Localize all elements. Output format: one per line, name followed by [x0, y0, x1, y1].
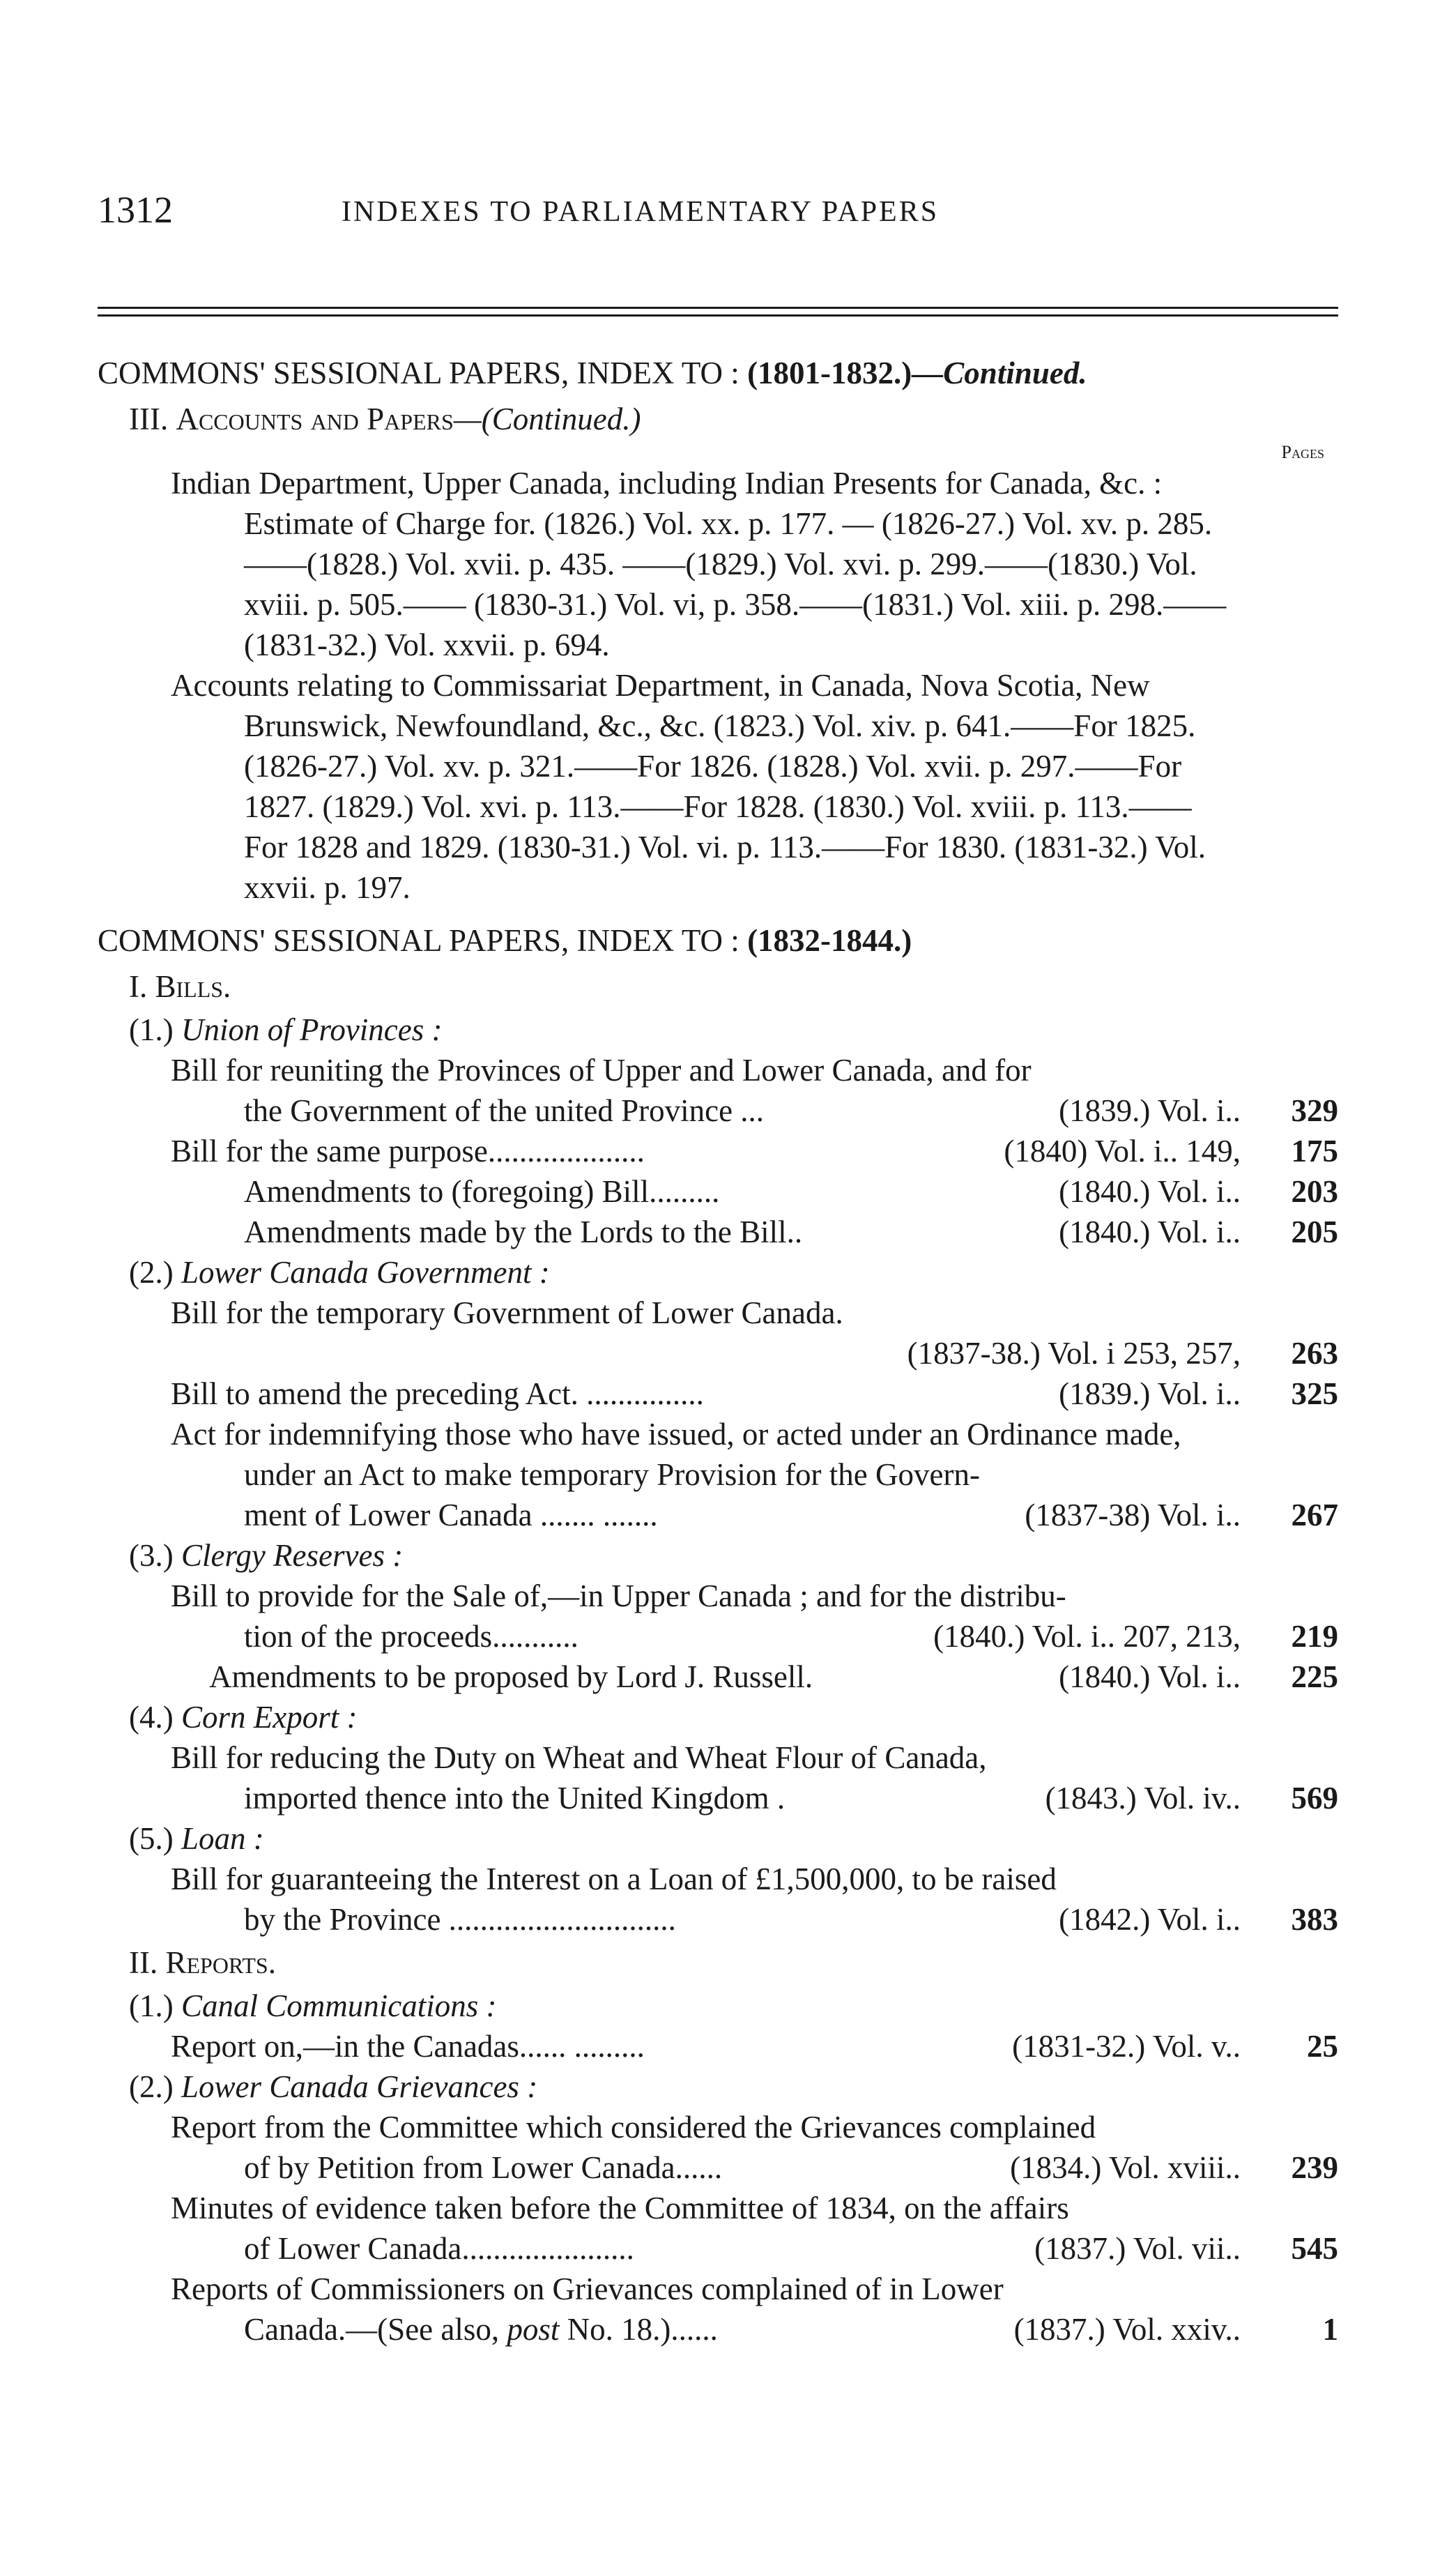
index-entry — [98, 1778, 1338, 1818]
entry-line — [98, 1050, 1338, 1090]
category-heading-accounts — [98, 396, 1338, 442]
section-heading-1801 — [98, 350, 1338, 396]
sub-number: (4.) — [129, 1700, 174, 1735]
index-entry — [98, 2026, 1338, 2067]
entry-page: 267 — [1291, 1498, 1338, 1532]
entry-text: Amendments made by the Lords to the Bill.. — [244, 1215, 803, 1249]
entry-reference: (1843.) Vol. iv.. — [1045, 1781, 1241, 1816]
sub-number: (5.) — [129, 1821, 174, 1856]
category-heading-reports — [98, 1940, 1338, 1986]
entry-text: by the Province ............................. — [244, 1902, 676, 1937]
entry-page: 239 — [1291, 2150, 1338, 2185]
sub-number: (1.) — [129, 1988, 174, 2023]
sub-number: (2.) — [129, 1255, 174, 1290]
entry-page: 263 — [1291, 1336, 1338, 1371]
sub-title: Lower Canada Grievances : — [181, 2069, 538, 2104]
page-number: 1312 — [98, 189, 173, 231]
pages-column-label: Pages — [1281, 442, 1324, 462]
entry-reference: (1837-38.) Vol. i 253, 257, — [907, 1336, 1241, 1371]
entry-page: 219 — [1291, 1619, 1338, 1654]
entry-text: Reports of Commissioners on Grievances complained of in Lower — [171, 2271, 1004, 2306]
index-entry — [98, 1373, 1338, 1414]
sub-number: (3.) — [129, 1538, 174, 1573]
entry-text: of Lower Canada...................... — [244, 2231, 634, 2266]
entry-reference: (1842.) Vol. i.. — [1059, 1902, 1241, 1937]
category-number: III. — [129, 402, 169, 436]
entry-page: 545 — [1291, 2231, 1338, 2266]
subheading-lower-canada-grievances — [98, 2067, 1338, 2107]
running-header — [98, 188, 1338, 237]
entry-reference: (1839.) Vol. i.. — [1059, 1093, 1241, 1128]
entry-text-part: No. 18.)...... — [559, 2312, 718, 2347]
entry-text: Bill for reducing the Duty on Wheat and Wheat Flour of Canada, — [171, 1740, 987, 1775]
category-heading-bills — [98, 964, 1338, 1010]
entry-text: Bill for guaranteeing the Interest on a Loan of £1,500,000, to be raised — [171, 1862, 1057, 1896]
entry-text: Bill for the same purpose.................... — [171, 1134, 645, 1169]
sub-title: Corn Export : — [181, 1700, 358, 1735]
sub-title: Loan : — [181, 1821, 264, 1856]
index-entry — [98, 1212, 1338, 1252]
index-entry — [98, 1090, 1338, 1131]
entry-line — [98, 1293, 1338, 1333]
subheading-clergy-reserves — [98, 1535, 1338, 1576]
entry-indian-department: Indian Department, Upper Canada, including Indian Presents for Canada, &c. : Estimate of Charge for. (1826.) Vol. xx. p. 177. — (1826-27.) Vol. xv. p. 285.——(1828.) Vol. xvii. p. 435. ——(1829.) Vol. xvi. p. 299.——(1830.) Vol. xviii. p. 505.—— (1830-31.) Vol. vi, p. 358.——(1831.) Vol. xiii. p. 298.—— (1831-32.) Vol. xxvii. p. 694. — [171, 466, 1227, 662]
index-entry — [98, 1616, 1338, 1657]
entry-text: Bill for the temporary Government of Lower Canada. — [171, 1295, 843, 1330]
entry-text: Report on,—in the Canadas...... ......... — [171, 2029, 645, 2064]
index-entry — [98, 1657, 1338, 1697]
entry-reference: (1837-38) Vol. i.. — [1025, 1498, 1241, 1532]
entry-reference: (1840.) Vol. i.. — [1059, 1215, 1241, 1249]
index-entry — [98, 1899, 1338, 1940]
entry-page: 329 — [1291, 1093, 1338, 1128]
entry-text: imported thence into the United Kingdom . — [244, 1781, 786, 1816]
section-title: COMMONS' SESSIONAL PAPERS, INDEX TO : — [98, 356, 740, 390]
entry-text: Bill to amend the preceding Act. ............... — [171, 1376, 704, 1411]
entry-reference: (1840.) Vol. i.. — [1059, 1659, 1241, 1694]
category-title: Accounts and Papers — [176, 402, 454, 436]
entry-line — [98, 1859, 1338, 1899]
index-entry — [98, 2147, 1338, 2188]
entry-line — [98, 2269, 1338, 2309]
entry-commissariat-accounts: Accounts relating to Commissariat Department, in Canada, Nova Scotia, New Brunswick, Newfoundland, &c., &c. (1823.) Vol. xiv. p. 641.——For 1825. (1826-27.) Vol. xv. p. 321.——For 1826. (1828.) Vol. xvii. p. 297.——For 1827. (1829.) Vol. xvi. p. 113.——For 1828. (1830.) Vol. xviii. p. 113.——For 1828 and 1829. (1830-31.) Vol. vi. p. 113.——For 1830. (1831-32.) Vol. xxvii. p. 197. — [171, 668, 1206, 905]
entry-text: Bill to provide for the Sale of,—in Upper Canada ; and for the distribu- — [171, 1578, 1066, 1613]
entry-page: 1 — [1322, 2312, 1338, 2347]
category-continued: —(Continued.) — [453, 402, 641, 436]
sub-number: (2.) — [129, 2069, 174, 2104]
continued-label: —Continued. — [912, 356, 1087, 390]
subheading-corn-export — [98, 1697, 1338, 1737]
sub-title: Union of Provinces : — [181, 1012, 443, 1047]
index-page — [98, 188, 1338, 2350]
entry-reference: (1837.) Vol. xxiv.. — [1013, 2312, 1241, 2347]
entry-text-italic: post — [507, 2312, 560, 2347]
entry-text — [98, 2309, 948, 2350]
entry-text: Minutes of evidence taken before the Committee of 1834, on the affairs — [171, 2191, 1069, 2225]
sub-number: (1.) — [129, 1012, 174, 1047]
section-heading-1832 — [98, 918, 1338, 964]
subheading-lower-canada-government — [98, 1252, 1338, 1293]
entry-page: 175 — [1291, 1134, 1338, 1169]
index-entry — [98, 1171, 1338, 1212]
entry-text: Amendments to be proposed by Lord J. Russell. — [209, 1659, 813, 1694]
entry-page: 325 — [1291, 1376, 1338, 1411]
entry-line — [98, 2107, 1338, 2147]
index-entry — [98, 1495, 1338, 1535]
section-years: (1801-1832.) — [747, 356, 912, 390]
entry-page: 203 — [1291, 1174, 1338, 1209]
entry-line — [98, 1737, 1338, 1778]
entry-line — [98, 2188, 1338, 2228]
entry-text: Bill for reuniting the Provinces of Upper and Lower Canada, and for — [171, 1053, 1032, 1088]
sub-title: Canal Communications : — [181, 1988, 497, 2023]
entry-page: 25 — [1307, 2029, 1338, 2064]
entry-reference: (1840.) Vol. i.. — [1059, 1174, 1241, 1209]
entry-line: Act for indemnifying those who have issued, or acted under an Ordinance made, under an Act to make temporary Provision for the Govern- — [171, 1417, 1181, 1492]
entry-text: Report from the Committee which considered the Grievances complained — [171, 2110, 1096, 2145]
entry-text: tion of the proceeds........... — [244, 1619, 578, 1654]
entry-reference: (1840) Vol. i.. 149, — [1004, 1134, 1241, 1169]
category-title: Reports. — [165, 1945, 276, 1980]
entry-text: the Government of the united Province ... — [244, 1093, 765, 1128]
entry-page: 383 — [1291, 1902, 1338, 1937]
sub-title: Lower Canada Government : — [181, 1255, 550, 1290]
header-rules — [98, 307, 1338, 317]
running-title: INDEXES TO PARLIAMENTARY PAPERS — [342, 196, 940, 228]
entry-page: 225 — [1291, 1659, 1338, 1694]
index-entry — [98, 2228, 1338, 2269]
entry-page: 569 — [1291, 1781, 1338, 1816]
subheading-canal-communications — [98, 1986, 1338, 2026]
entry-page: 205 — [1291, 1215, 1338, 1249]
entry-text: Amendments to (foregoing) Bill......... — [244, 1174, 720, 1209]
entry-text-part: Canada.—(See also, — [244, 2312, 507, 2347]
entry-text: of by Petition from Lower Canada...... — [244, 2150, 723, 2185]
category-number: I. — [129, 969, 148, 1004]
entry-text: ment of Lower Canada ....... ....... — [244, 1498, 658, 1532]
subheading-union-of-provinces — [98, 1010, 1338, 1050]
entry-text — [98, 1333, 753, 1373]
entry-reference: (1834.) Vol. xviii.. — [1010, 2150, 1241, 2185]
category-title: Bills. — [155, 969, 231, 1004]
entry-reference: (1839.) Vol. i.. — [1059, 1376, 1241, 1411]
index-entry — [98, 1131, 1338, 1171]
section-years: (1832-1844.) — [747, 923, 912, 958]
entry-reference: (1837.) Vol. vii.. — [1034, 2231, 1241, 2266]
index-entry — [98, 2309, 1338, 2350]
sub-title: Clergy Reserves : — [181, 1538, 404, 1573]
subheading-loan — [98, 1818, 1338, 1859]
category-number: II. — [129, 1945, 158, 1980]
entry-reference: (1831-32.) Vol. v.. — [1012, 2029, 1241, 2064]
index-entry — [98, 1333, 1338, 1373]
entry-reference: (1840.) Vol. i.. 207, 213, — [933, 1619, 1241, 1654]
section-title: COMMONS' SESSIONAL PAPERS, INDEX TO : — [98, 923, 740, 958]
entry-line — [98, 1576, 1338, 1616]
